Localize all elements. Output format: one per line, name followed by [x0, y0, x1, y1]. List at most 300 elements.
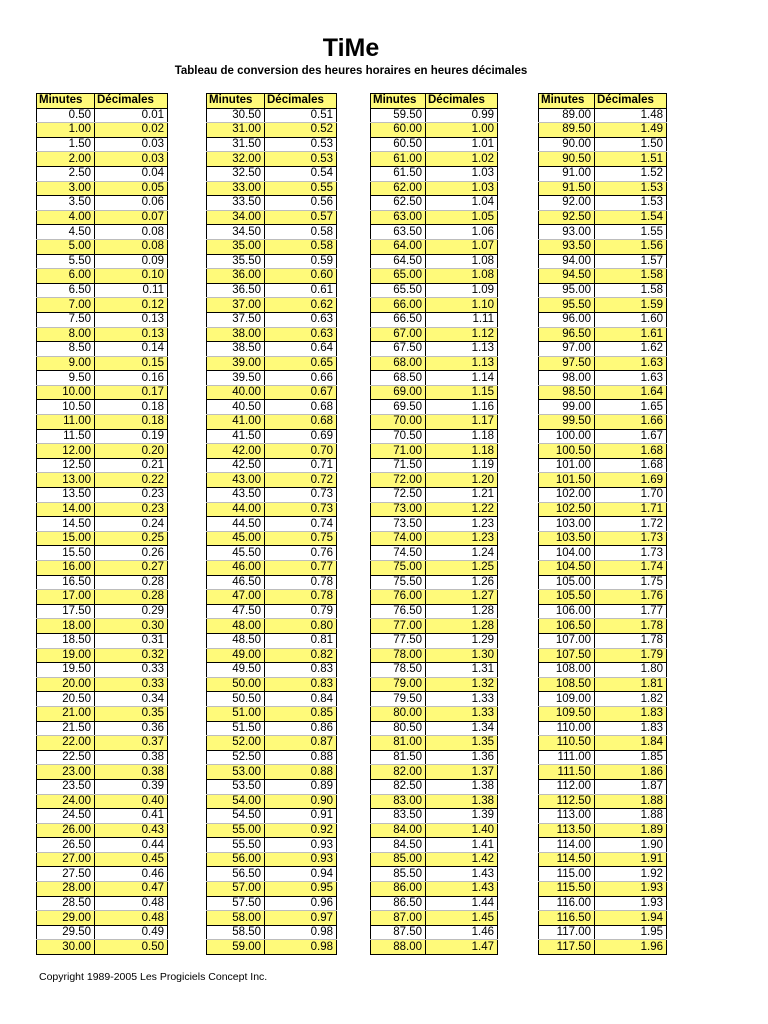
table-row	[207, 502, 337, 517]
table-row	[207, 123, 337, 138]
table-row	[371, 663, 498, 678]
decimal-cell: 0.60	[265, 269, 337, 284]
table-row	[539, 531, 667, 546]
table-row	[37, 371, 168, 386]
table-row	[207, 590, 337, 605]
minutes-cell: 36.00	[207, 269, 265, 284]
decimal-cell: 1.32	[426, 677, 498, 692]
table-row	[371, 312, 498, 327]
header-minutes: Minutes	[37, 94, 95, 109]
minutes-cell: 40.50	[207, 400, 265, 415]
decimal-cell: 1.76	[595, 590, 667, 605]
minutes-cell: 24.50	[37, 809, 95, 824]
minutes-cell: 58.00	[207, 911, 265, 926]
minutes-cell: 105.00	[539, 575, 595, 590]
table-row	[371, 750, 498, 765]
decimal-cell: 1.05	[426, 210, 498, 225]
decimal-cell: 1.63	[595, 356, 667, 371]
minutes-cell: 72.50	[371, 488, 426, 503]
minutes-cell: 38.50	[207, 342, 265, 357]
minutes-cell: 51.50	[207, 721, 265, 736]
minutes-cell: 18.00	[37, 619, 95, 634]
minutes-cell: 90.50	[539, 152, 595, 167]
minutes-cell: 27.00	[37, 852, 95, 867]
decimal-cell: 1.30	[426, 648, 498, 663]
decimal-cell: 0.50	[95, 940, 168, 955]
table-row	[371, 911, 498, 926]
minutes-cell: 112.00	[539, 779, 595, 794]
decimal-cell: 1.62	[595, 342, 667, 357]
decimal-cell: 0.53	[265, 152, 337, 167]
decimal-cell: 1.93	[595, 896, 667, 911]
decimal-cell: 1.48	[595, 108, 667, 123]
decimal-cell: 1.80	[595, 663, 667, 678]
table-row	[207, 181, 337, 196]
table-row	[371, 385, 498, 400]
decimal-cell: 0.72	[265, 473, 337, 488]
minutes-cell: 71.50	[371, 458, 426, 473]
decimal-cell: 0.03	[95, 152, 168, 167]
decimal-cell: 0.57	[265, 210, 337, 225]
minutes-cell: 28.00	[37, 882, 95, 897]
table-row	[37, 750, 168, 765]
minutes-cell: 99.50	[539, 415, 595, 430]
decimal-cell: 0.33	[95, 677, 168, 692]
table-row	[207, 692, 337, 707]
minutes-cell: 51.00	[207, 706, 265, 721]
minutes-cell: 35.50	[207, 254, 265, 269]
table-row	[371, 721, 498, 736]
decimal-cell: 1.92	[595, 867, 667, 882]
conversion-table-3	[370, 93, 498, 955]
minutes-cell: 56.50	[207, 867, 265, 882]
table-row	[539, 488, 667, 503]
table-row	[37, 415, 168, 430]
minutes-cell: 19.50	[37, 663, 95, 678]
decimal-cell: 0.68	[265, 415, 337, 430]
decimal-cell: 1.40	[426, 823, 498, 838]
table-row	[371, 736, 498, 751]
minutes-cell: 81.00	[371, 736, 426, 751]
decimal-cell: 0.36	[95, 721, 168, 736]
table-row	[207, 473, 337, 488]
table-row	[539, 546, 667, 561]
table-row	[539, 385, 667, 400]
decimal-cell: 1.34	[426, 721, 498, 736]
table-row	[207, 488, 337, 503]
table-row	[207, 444, 337, 459]
table-row	[371, 692, 498, 707]
decimal-cell: 0.97	[265, 911, 337, 926]
minutes-cell: 22.00	[37, 736, 95, 751]
minutes-cell: 9.50	[37, 371, 95, 386]
table-row	[539, 123, 667, 138]
table-row	[539, 166, 667, 181]
decimal-cell: 1.33	[426, 706, 498, 721]
decimal-cell: 1.65	[595, 400, 667, 415]
minutes-cell: 61.00	[371, 152, 426, 167]
decimal-cell: 1.88	[595, 794, 667, 809]
minutes-cell: 79.00	[371, 677, 426, 692]
minutes-cell: 75.00	[371, 561, 426, 576]
table-row	[539, 269, 667, 284]
decimal-cell: 1.28	[426, 604, 498, 619]
table-row	[539, 458, 667, 473]
decimal-cell: 1.41	[426, 838, 498, 853]
decimal-cell: 1.38	[426, 779, 498, 794]
minutes-cell: 16.00	[37, 561, 95, 576]
decimal-cell: 0.88	[265, 750, 337, 765]
minutes-cell: 66.50	[371, 312, 426, 327]
decimal-cell: 0.14	[95, 342, 168, 357]
decimal-cell: 1.68	[595, 444, 667, 459]
table-row	[539, 517, 667, 532]
decimal-cell: 1.46	[426, 925, 498, 940]
table-row	[539, 254, 667, 269]
minutes-cell: 43.00	[207, 473, 265, 488]
decimal-cell: 0.61	[265, 283, 337, 298]
table-row	[37, 327, 168, 342]
minutes-cell: 92.00	[539, 196, 595, 211]
decimal-cell: 1.37	[426, 765, 498, 780]
table-row	[37, 137, 168, 152]
decimal-cell: 0.83	[265, 663, 337, 678]
table-row	[207, 794, 337, 809]
decimal-cell: 0.53	[265, 137, 337, 152]
table-row	[207, 385, 337, 400]
minutes-cell: 16.50	[37, 575, 95, 590]
decimal-cell: 1.24	[426, 546, 498, 561]
table-row	[37, 619, 168, 634]
minutes-cell: 7.00	[37, 298, 95, 313]
table-row	[207, 648, 337, 663]
table-row	[37, 852, 168, 867]
minutes-cell: 102.50	[539, 502, 595, 517]
decimal-cell: 1.03	[426, 181, 498, 196]
decimal-cell: 0.73	[265, 502, 337, 517]
minutes-cell: 48.50	[207, 633, 265, 648]
table-row	[539, 736, 667, 751]
table-row	[37, 765, 168, 780]
minutes-cell: 47.00	[207, 590, 265, 605]
table-row	[207, 882, 337, 897]
table-row	[37, 779, 168, 794]
table-row	[539, 327, 667, 342]
table-row	[207, 721, 337, 736]
table-row	[371, 633, 498, 648]
decimal-cell: 1.09	[426, 283, 498, 298]
minutes-cell: 33.50	[207, 196, 265, 211]
table-row	[37, 196, 168, 211]
minutes-cell: 34.50	[207, 225, 265, 240]
decimal-cell: 0.34	[95, 692, 168, 707]
minutes-cell: 4.50	[37, 225, 95, 240]
table-row	[539, 283, 667, 298]
table-row	[371, 166, 498, 181]
minutes-cell: 50.50	[207, 692, 265, 707]
table-row	[539, 444, 667, 459]
decimal-cell: 0.23	[95, 502, 168, 517]
decimal-cell: 0.98	[265, 925, 337, 940]
minutes-cell: 41.50	[207, 429, 265, 444]
decimal-cell: 1.58	[595, 269, 667, 284]
decimal-cell: 0.47	[95, 882, 168, 897]
table-row	[539, 765, 667, 780]
table-row	[371, 575, 498, 590]
decimal-cell: 1.29	[426, 633, 498, 648]
table-row	[37, 823, 168, 838]
decimal-cell: 0.16	[95, 371, 168, 386]
table-row	[539, 210, 667, 225]
minutes-cell: 69.00	[371, 385, 426, 400]
table-row	[539, 692, 667, 707]
conversion-table-1	[36, 93, 168, 955]
table-row	[207, 269, 337, 284]
decimal-cell: 0.99	[426, 108, 498, 123]
decimal-cell: 0.33	[95, 663, 168, 678]
decimal-cell: 0.40	[95, 794, 168, 809]
minutes-cell: 52.00	[207, 736, 265, 751]
minutes-cell: 44.50	[207, 517, 265, 532]
minutes-cell: 63.00	[371, 210, 426, 225]
minutes-cell: 54.50	[207, 809, 265, 824]
decimal-cell: 0.12	[95, 298, 168, 313]
minutes-cell: 70.50	[371, 429, 426, 444]
decimal-cell: 1.84	[595, 736, 667, 751]
table-row	[207, 561, 337, 576]
minutes-cell: 5.00	[37, 239, 95, 254]
minutes-cell: 13.00	[37, 473, 95, 488]
minutes-cell: 96.50	[539, 327, 595, 342]
decimal-cell: 0.18	[95, 415, 168, 430]
decimal-cell: 0.01	[95, 108, 168, 123]
minutes-cell: 5.50	[37, 254, 95, 269]
table-row	[207, 706, 337, 721]
minutes-cell: 101.50	[539, 473, 595, 488]
minutes-cell: 52.50	[207, 750, 265, 765]
table-row	[37, 488, 168, 503]
decimal-cell: 0.13	[95, 312, 168, 327]
minutes-cell: 58.50	[207, 925, 265, 940]
decimal-cell: 0.93	[265, 852, 337, 867]
table-row	[371, 502, 498, 517]
table-row	[207, 327, 337, 342]
table-row	[37, 181, 168, 196]
decimal-cell: 0.95	[265, 882, 337, 897]
table-row	[37, 575, 168, 590]
table-row	[539, 415, 667, 430]
table-row	[371, 925, 498, 940]
table-row	[539, 925, 667, 940]
decimal-cell: 0.51	[265, 108, 337, 123]
table-row	[207, 765, 337, 780]
minutes-cell: 10.50	[37, 400, 95, 415]
table-row	[371, 298, 498, 313]
minutes-cell: 35.00	[207, 239, 265, 254]
minutes-cell: 46.50	[207, 575, 265, 590]
decimal-cell: 0.22	[95, 473, 168, 488]
decimal-cell: 0.64	[265, 342, 337, 357]
table-row	[539, 502, 667, 517]
table-row	[539, 298, 667, 313]
table-row	[539, 181, 667, 196]
minutes-cell: 47.50	[207, 604, 265, 619]
minutes-cell: 100.50	[539, 444, 595, 459]
table-row	[207, 896, 337, 911]
minutes-cell: 4.00	[37, 210, 95, 225]
minutes-cell: 10.00	[37, 385, 95, 400]
table-row	[371, 706, 498, 721]
minutes-cell: 78.00	[371, 648, 426, 663]
page-title: TiMe	[322, 34, 380, 62]
decimal-cell: 1.42	[426, 852, 498, 867]
decimal-cell: 1.91	[595, 852, 667, 867]
decimal-cell: 1.89	[595, 823, 667, 838]
table-row	[37, 108, 168, 123]
table-row	[207, 677, 337, 692]
table-row	[207, 940, 337, 955]
minutes-cell: 86.00	[371, 882, 426, 897]
table-row	[539, 400, 667, 415]
minutes-cell: 6.50	[37, 283, 95, 298]
table-row	[37, 210, 168, 225]
minutes-cell: 39.00	[207, 356, 265, 371]
decimal-cell: 0.46	[95, 867, 168, 882]
table-row	[207, 604, 337, 619]
decimal-cell: 0.83	[265, 677, 337, 692]
table-row	[207, 137, 337, 152]
decimal-cell: 0.37	[95, 736, 168, 751]
minutes-cell: 77.00	[371, 619, 426, 634]
minutes-cell: 81.50	[371, 750, 426, 765]
minutes-cell: 18.50	[37, 633, 95, 648]
minutes-cell: 3.50	[37, 196, 95, 211]
table-row	[371, 867, 498, 882]
minutes-cell: 107.00	[539, 633, 595, 648]
decimal-cell: 1.88	[595, 809, 667, 824]
decimal-cell: 0.25	[95, 531, 168, 546]
table-row	[207, 415, 337, 430]
minutes-cell: 91.50	[539, 181, 595, 196]
decimal-cell: 0.38	[95, 765, 168, 780]
decimal-cell: 1.12	[426, 327, 498, 342]
decimal-cell: 0.18	[95, 400, 168, 415]
table-row	[539, 911, 667, 926]
minutes-cell: 26.00	[37, 823, 95, 838]
decimal-cell: 1.16	[426, 400, 498, 415]
minutes-cell: 19.00	[37, 648, 95, 663]
decimal-cell: 0.78	[265, 590, 337, 605]
minutes-cell: 53.50	[207, 779, 265, 794]
minutes-cell: 32.00	[207, 152, 265, 167]
minutes-cell: 80.00	[371, 706, 426, 721]
decimal-cell: 1.19	[426, 458, 498, 473]
minutes-cell: 97.50	[539, 356, 595, 371]
minutes-cell: 87.00	[371, 911, 426, 926]
table-row	[371, 415, 498, 430]
table-row	[37, 925, 168, 940]
minutes-cell: 63.50	[371, 225, 426, 240]
table-row	[207, 196, 337, 211]
decimal-cell: 0.45	[95, 852, 168, 867]
minutes-cell: 108.50	[539, 677, 595, 692]
decimal-cell: 0.08	[95, 225, 168, 240]
header-decimales: Décimales	[95, 94, 168, 109]
minutes-cell: 80.50	[371, 721, 426, 736]
table-row	[207, 911, 337, 926]
minutes-cell: 2.50	[37, 166, 95, 181]
table-row	[371, 283, 498, 298]
table-row	[207, 779, 337, 794]
table-row	[371, 648, 498, 663]
decimal-cell: 1.38	[426, 794, 498, 809]
minutes-cell: 90.00	[539, 137, 595, 152]
minutes-cell: 113.00	[539, 809, 595, 824]
table-row	[371, 852, 498, 867]
table-row	[37, 561, 168, 576]
minutes-cell: 99.00	[539, 400, 595, 415]
minutes-cell: 21.50	[37, 721, 95, 736]
decimal-cell: 1.73	[595, 531, 667, 546]
table-row	[37, 692, 168, 707]
table-row	[371, 108, 498, 123]
table-row	[371, 896, 498, 911]
decimal-cell: 0.89	[265, 779, 337, 794]
decimal-cell: 1.69	[595, 473, 667, 488]
decimal-cell: 0.23	[95, 488, 168, 503]
decimal-cell: 0.74	[265, 517, 337, 532]
minutes-cell: 46.00	[207, 561, 265, 576]
decimal-cell: 0.06	[95, 196, 168, 211]
decimal-cell: 1.82	[595, 692, 667, 707]
decimal-cell: 0.63	[265, 327, 337, 342]
minutes-cell: 116.50	[539, 911, 595, 926]
table-row	[207, 750, 337, 765]
table-row	[207, 429, 337, 444]
decimal-cell: 1.93	[595, 882, 667, 897]
decimal-cell: 1.06	[426, 225, 498, 240]
decimal-cell: 1.79	[595, 648, 667, 663]
decimal-cell: 0.04	[95, 166, 168, 181]
table-row	[371, 371, 498, 386]
table-row	[539, 663, 667, 678]
table-row	[37, 648, 168, 663]
table-row	[371, 488, 498, 503]
decimal-cell: 1.95	[595, 925, 667, 940]
table-row	[539, 750, 667, 765]
minutes-cell: 39.50	[207, 371, 265, 386]
decimal-cell: 0.17	[95, 385, 168, 400]
table-row	[371, 779, 498, 794]
decimal-cell: 0.09	[95, 254, 168, 269]
minutes-cell: 21.00	[37, 706, 95, 721]
minutes-cell: 110.00	[539, 721, 595, 736]
decimal-cell: 0.15	[95, 356, 168, 371]
minutes-cell: 92.50	[539, 210, 595, 225]
table-row	[37, 721, 168, 736]
table-row	[37, 546, 168, 561]
table-row	[37, 385, 168, 400]
decimal-cell: 1.44	[426, 896, 498, 911]
minutes-cell: 59.00	[207, 940, 265, 955]
minutes-cell: 74.00	[371, 531, 426, 546]
minutes-cell: 37.50	[207, 312, 265, 327]
decimal-cell: 0.80	[265, 619, 337, 634]
decimal-cell: 1.70	[595, 488, 667, 503]
decimal-cell: 1.22	[426, 502, 498, 517]
decimal-cell: 1.11	[426, 312, 498, 327]
table-row	[37, 473, 168, 488]
